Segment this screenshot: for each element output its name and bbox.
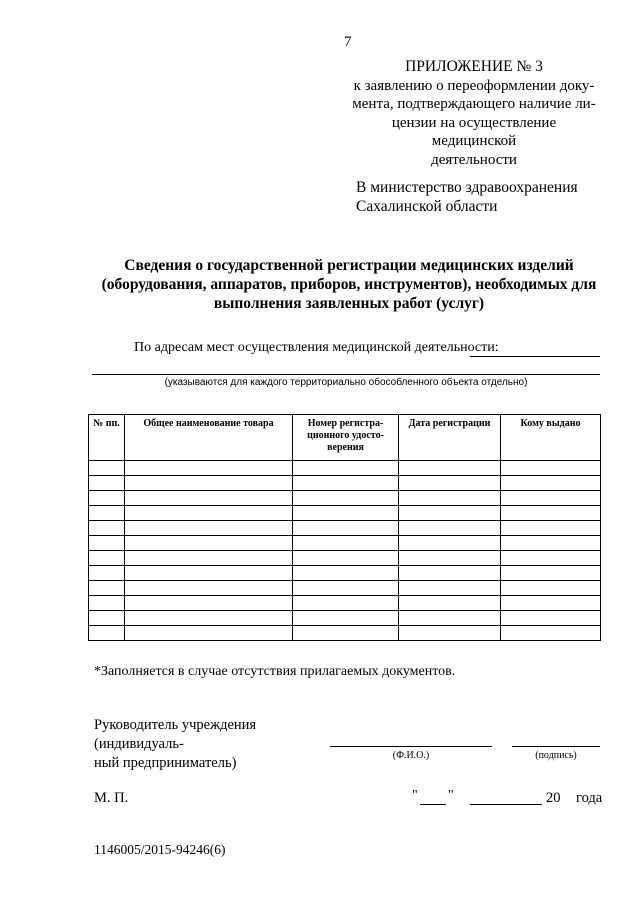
address-input-line[interactable] — [92, 374, 600, 375]
table-header-row — [89, 415, 601, 461]
table-cell[interactable] — [399, 611, 501, 626]
table-cell[interactable] — [501, 536, 601, 551]
table-cell[interactable] — [125, 611, 293, 626]
table-cell[interactable] — [89, 491, 125, 506]
document-heading — [86, 256, 612, 313]
appendix-block — [350, 58, 598, 169]
head-label-line: Руководитель учреждения (индивидуаль- — [94, 717, 257, 752]
table-row — [89, 626, 601, 641]
fio-label: (Ф.И.О.) — [392, 750, 430, 761]
table-cell[interactable] — [501, 476, 601, 491]
heading-line: выполнения заявленных работ (услуг) — [213, 295, 485, 312]
table-cell[interactable] — [399, 596, 501, 611]
table-cell[interactable] — [501, 461, 601, 476]
registration-table — [88, 414, 601, 641]
date-quote-close: " — [448, 788, 454, 803]
table-cell[interactable] — [125, 476, 293, 491]
table-cell[interactable] — [501, 506, 601, 521]
table-cell[interactable] — [125, 566, 293, 581]
page-number: 7 — [344, 34, 352, 50]
table-cell[interactable] — [293, 566, 399, 581]
table-cell[interactable] — [89, 521, 125, 536]
table-cell[interactable] — [501, 611, 601, 626]
header-name: Общее наименование товара — [125, 415, 293, 461]
table-cell[interactable] — [89, 566, 125, 581]
table-cell[interactable] — [399, 566, 501, 581]
table-cell[interactable] — [89, 476, 125, 491]
table-row — [89, 581, 601, 596]
table-cell[interactable] — [89, 551, 125, 566]
address-label: По адресам мест осуществления медицинской деятельности: — [134, 340, 499, 355]
table-row — [89, 461, 601, 476]
date-month-input-line[interactable] — [470, 804, 542, 805]
date-day-input-line[interactable] — [420, 804, 446, 805]
signature-label: (подпись) — [535, 750, 577, 761]
heading-line: Сведения о государственной регистрации медицинских изделий — [124, 257, 574, 274]
table-cell[interactable] — [501, 491, 601, 506]
heading-line: (оборудования, аппаратов, приборов, инструментов), необходимых для — [101, 276, 597, 293]
date-year-word: года — [576, 790, 603, 806]
header-number: № пп. — [89, 415, 125, 461]
table-row — [89, 551, 601, 566]
table-cell[interactable] — [125, 491, 293, 506]
table-cell[interactable] — [293, 626, 399, 641]
table-body — [89, 461, 601, 641]
table-cell[interactable] — [89, 536, 125, 551]
table-row — [89, 611, 601, 626]
table-cell[interactable] — [125, 536, 293, 551]
table-cell[interactable] — [293, 461, 399, 476]
head-signature-label — [94, 716, 334, 773]
document-code: 1146005/2015-94246(6) — [94, 842, 226, 857]
appendix-line: деятельности — [431, 151, 517, 168]
table-cell[interactable] — [293, 476, 399, 491]
table-row — [89, 596, 601, 611]
table-row — [89, 566, 601, 581]
appendix-line: к заявлению о переоформлении доку- — [353, 77, 595, 94]
appendix-title: ПРИЛОЖЕНИЕ № 3 — [405, 58, 543, 75]
table-cell[interactable] — [399, 536, 501, 551]
table-cell[interactable] — [293, 551, 399, 566]
table-cell[interactable] — [399, 506, 501, 521]
table-cell[interactable] — [125, 596, 293, 611]
addressee — [356, 178, 578, 216]
table-cell[interactable] — [501, 566, 601, 581]
table-cell[interactable] — [399, 521, 501, 536]
stamp-place-label: М. П. — [94, 790, 129, 806]
table-cell[interactable] — [89, 506, 125, 521]
footnote: *Заполняется в случае отсутствия прилагаемых документов. — [94, 664, 456, 679]
header-reg-number: Номер регистра-ционного удосто-верения — [293, 415, 399, 461]
table-cell[interactable] — [89, 626, 125, 641]
table-cell[interactable] — [501, 581, 601, 596]
table-cell[interactable] — [125, 626, 293, 641]
table-cell[interactable] — [293, 611, 399, 626]
header-issued-to: Кому выдано — [501, 415, 601, 461]
table-cell[interactable] — [501, 551, 601, 566]
header-reg-date: Дата регистрации — [399, 415, 501, 461]
table-cell[interactable] — [293, 536, 399, 551]
head-label-line: ный предприниматель) — [94, 755, 237, 771]
address-input-line[interactable] — [470, 356, 600, 357]
table-cell[interactable] — [293, 506, 399, 521]
table-cell[interactable] — [89, 596, 125, 611]
addressee-line: Сахалинской области — [356, 198, 498, 215]
address-note: (указываются для каждого территориально обособленного объекта отдельно) — [164, 377, 528, 388]
table-cell[interactable] — [125, 521, 293, 536]
table-cell[interactable] — [399, 491, 501, 506]
table-row — [89, 536, 601, 551]
table-cell[interactable] — [501, 596, 601, 611]
table-cell[interactable] — [293, 521, 399, 536]
table-row — [89, 521, 601, 536]
date-year-prefix: 20 — [546, 790, 561, 806]
table-cell[interactable] — [293, 491, 399, 506]
table-row — [89, 491, 601, 506]
appendix-line: мента, подтверждающего наличие ли- — [352, 96, 596, 112]
table-cell[interactable] — [399, 461, 501, 476]
appendix-line: цензии на осуществление медицинской — [391, 114, 557, 149]
fio-input-line[interactable] — [330, 746, 492, 747]
table-cell[interactable] — [293, 581, 399, 596]
addressee-line: В министерство здравоохранения — [356, 179, 578, 196]
table-cell[interactable] — [125, 551, 293, 566]
table-cell[interactable] — [501, 626, 601, 641]
table-cell[interactable] — [89, 461, 125, 476]
table-cell[interactable] — [399, 476, 501, 491]
table-cell[interactable] — [125, 581, 293, 596]
table-row — [89, 476, 601, 491]
table-row — [89, 506, 601, 521]
table-cell[interactable] — [125, 506, 293, 521]
table-cell[interactable] — [399, 581, 501, 596]
table-cell[interactable] — [125, 461, 293, 476]
table-cell[interactable] — [399, 551, 501, 566]
table-cell[interactable] — [89, 581, 125, 596]
table-cell[interactable] — [501, 521, 601, 536]
signature-input-line[interactable] — [512, 746, 600, 747]
date-quote-open: " — [412, 788, 418, 803]
table-cell[interactable] — [293, 596, 399, 611]
table-cell[interactable] — [399, 626, 501, 641]
table-cell[interactable] — [89, 611, 125, 626]
